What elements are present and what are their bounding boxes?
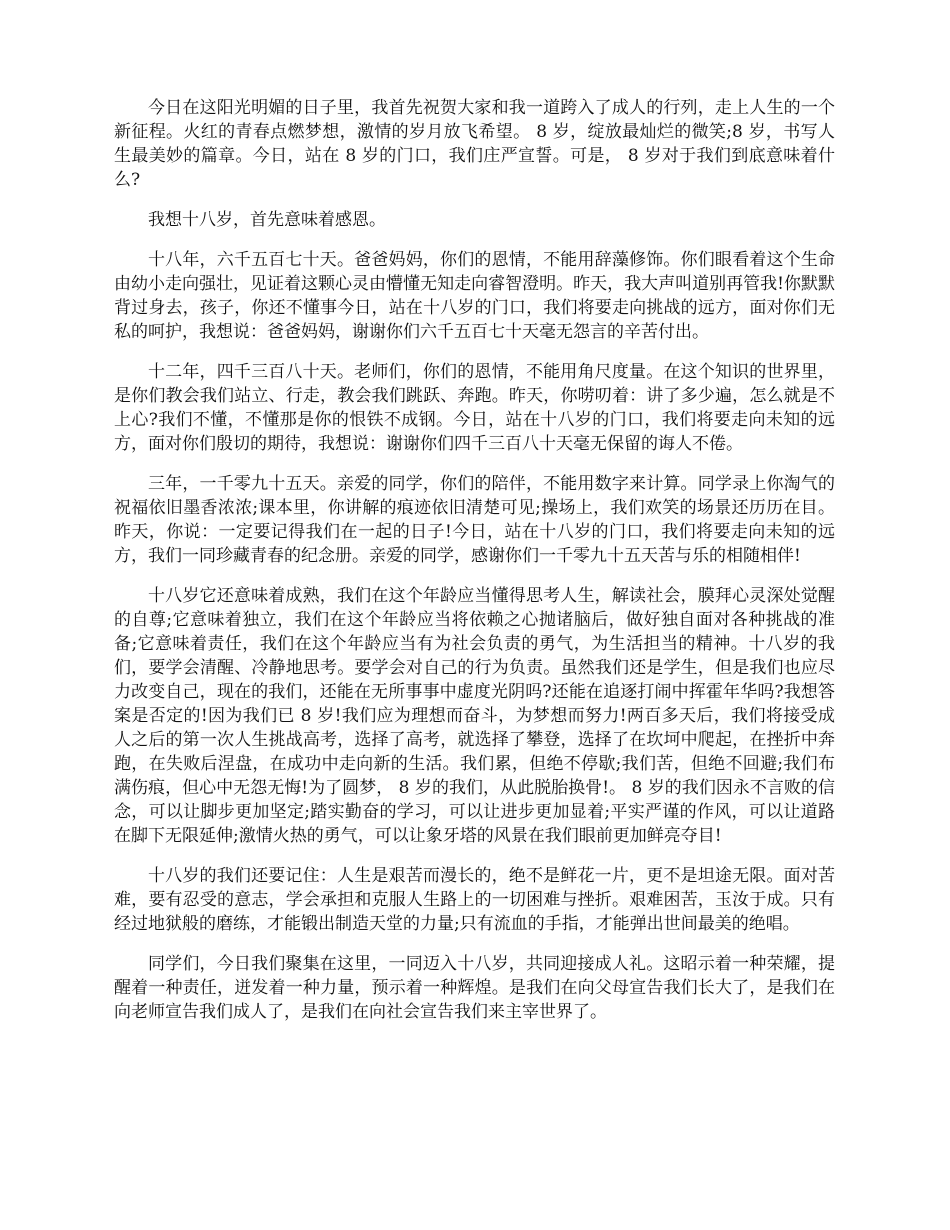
document-body <box>114 96 835 1040</box>
paragraph-6: 十八岁它还意味着成熟，我们在这个年龄应当懂得思考人生，解读社会，膜拜心灵深处觉醒的自尊;它意味着独立，我们在这个年龄应当将依赖之心抛诸脑后，做好独自面对各种挑战的准备;它意味着责任，我们在这个年龄应当有为社会负责的勇气，为生活担当的精神。十八岁的我们，要学会清醒、冷静地思考。要学会对自己的行为负责。虽然我们还是学生，但是我们也应尽力改变自己，现在的我们，还能在无所事事中虚度光阴吗?还能在追逐打闹中挥霍年华吗?我想答案是否定的!因为我们已 8 岁!我们应为理想而奋斗，为梦想而努力!两百多天后，我们将接受成人之后的第一次人生挑战高考，选择了高考，就选择了攀登，选择了在坎坷中爬起，在挫折中奔跑，在失败后涅盘，在成功中走向新的生活。我们累，但绝不停歇;我们苦，但绝不回避;我们布满伤痕，但心中无怨无悔!为了圆梦， 8 岁的我们，从此脱胎换骨!。 8 岁的我们因永不言败的信念，可以让脚步更加坚定;踏实勤奋的学习，可以让进步更加显着;平实严谨的作风，可以让道路在脚下无限延伸;激情火热的勇气，可以让象牙塔的风景在我们眼前更加鲜亮夺目! <box>114 586 835 846</box>
paragraph-7: 十八岁的我们还要记住：人生是艰苦而漫长的，绝不是鲜花一片，更不是坦途无限。面对苦难，要有忍受的意志，学会承担和克服人生路上的一切困难与挫折。艰难困苦，玉汝于成。只有经过地狱般的磨练，才能锻出制造天堂的力量;只有流血的手指，才能弹出世间最美的绝唱。 <box>114 866 835 934</box>
paragraph-3: 十八年，六千五百七十天。爸爸妈妈，你们的恩情，不能用辞藻修饰。你们眼看着这个生命由幼小走向强壮，见证着这颗心灵由懵懂无知走向睿智澄明。昨天，我大声叫道别再管我!你默默背过身去，孩子，你还不懂事今日，站在十八岁的门口，我们将要走向挑战的远方，面对你们无私的呵护，我想说：爸爸妈妈，谢谢你们六千五百七十天毫无怨言的辛苦付出。 <box>114 250 835 342</box>
paragraph-2: 我想十八岁，首先意味着感恩。 <box>148 210 386 230</box>
paragraph-8: 同学们，今日我们聚集在这里，一同迈入十八岁，共同迎接成人礼。这昭示着一种荣耀，提醒着一种责任，迸发着一种力量，预示着一种辉煌。是我们在向父母宣告我们长大了，是我们在向老师宣告我们成人了，是我们在向社会宣告我们来主宰世界了。 <box>114 954 835 1022</box>
paragraph-4: 十二年，四千三百八十天。老师们，你们的恩情，不能用角尺度量。在这个知识的世界里，是你们教会我们站立、行走，教会我们跳跃、奔跑。昨天，你唠叨着：讲了多少遍，怎么就是不上心?我们不懂，不懂那是你的恨铁不成钢。今日，站在十八岁的门口，我们将要走向未知的远方，面对你们殷切的期待，我想说：谢谢你们四千三百八十天毫无保留的诲人不倦。 <box>114 362 835 454</box>
paragraph-5: 三年，一千零九十五天。亲爱的同学，你们的陪伴，不能用数字来计算。同学录上你淘气的祝福依旧墨香浓浓;课本里，你讲解的痕迹依旧清楚可见;操场上，我们欢笑的场景还历历在目。昨天，你说：一定要记得我们在一起的日子!今日，站在十八岁的门口，我们将要走向未知的远方，我们一同珍藏青春的纪念册。亲爱的同学，感谢你们一千零九十五天苦与乐的相随相伴! <box>114 474 835 566</box>
paragraph-1: 今日在这阳光明媚的日子里，我首先祝贺大家和我一道跨入了成人的行列，走上人生的一个新征程。火红的青春点燃梦想，激情的岁月放飞希望。 8 岁，绽放最灿烂的微笑;8 岁，书写人生最美妙的篇章。今日，站在 8 岁的门口，我们庄严宣誓。可是， 8 岁对于我们到底意味着什么? <box>114 98 835 190</box>
